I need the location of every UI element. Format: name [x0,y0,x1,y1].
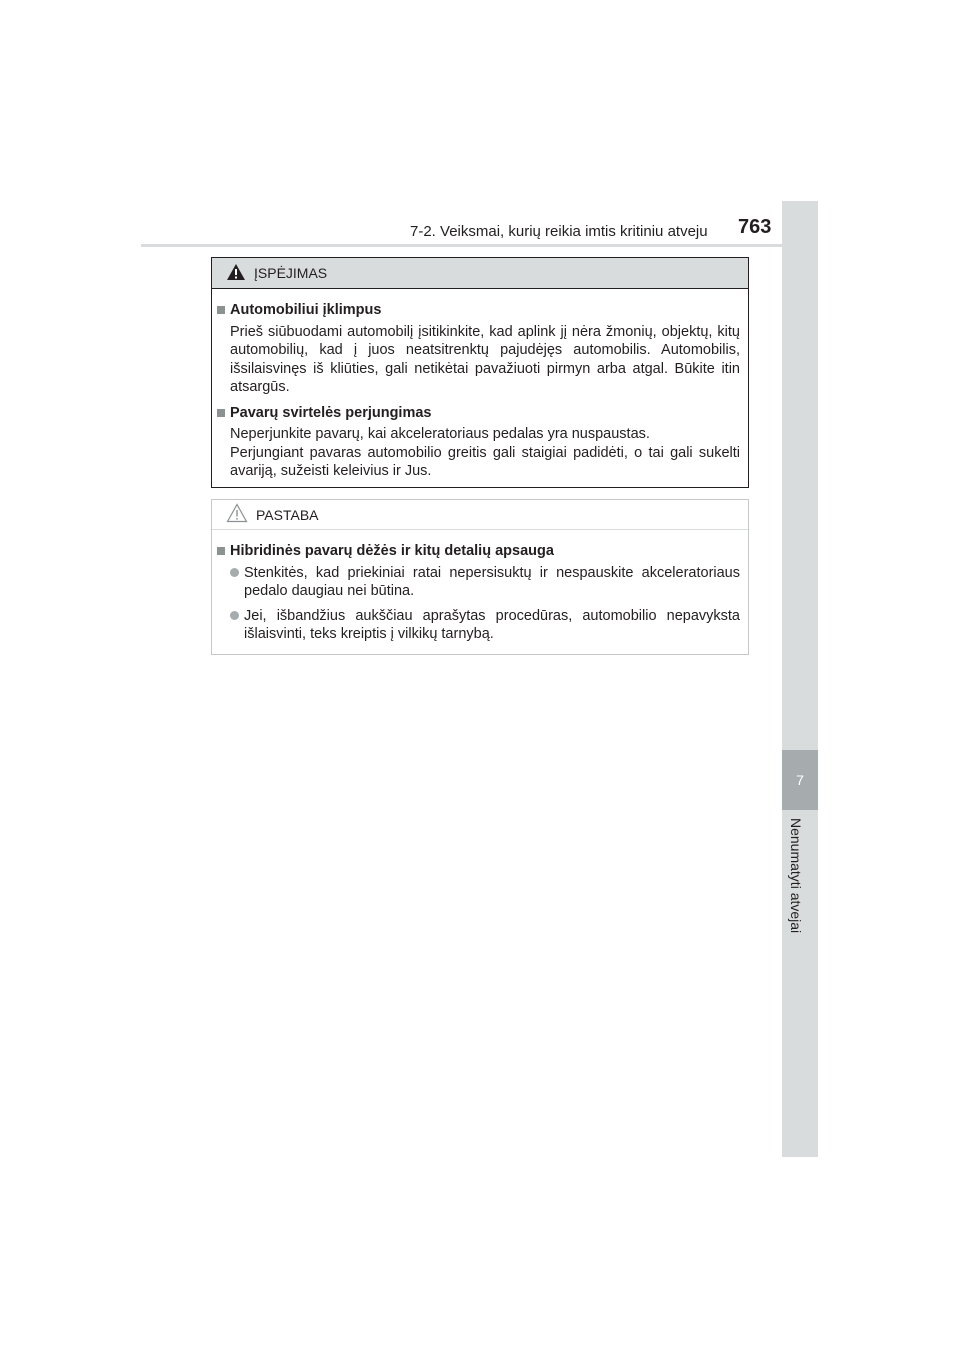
square-bullet-icon [217,409,225,417]
square-bullet-icon [217,547,225,555]
header-rule [141,244,818,247]
note-header [212,500,748,530]
warning-header [212,258,748,289]
list-item: Stenkitės, kad priekiniai ratai nepersisuktų ir nespauskite akceleratoriaus pedalo daugiau nei būtina. [217,564,740,601]
warning-triangle-icon [226,263,254,284]
warning-section-title: Pavarų svirtelės perjungimas [217,404,740,423]
warning-section-title: Automobiliui įklimpus [217,301,740,320]
warning-section-text: Perjungiant pavaras automobilio greitis gali staigiai padidėti, o tai gali sukelti avariją, sužeisti keleivius ir Jus. [230,444,740,479]
warning-label: ĮSPĖJIMAS [254,265,328,281]
warning-section-text: Prieš siūbuodami automobilį įsitikinkite, kad aplink jį nėra žmonių, objektų, kitų automobilių, kad į juos neatsitrenktų pajudėjęs automobilis. Automobilis, išsilaisvinęs iš kliūties, gali netikėtai pavažiuoti pirmyn arba atgal. Būkite itin atsargūs. [230,323,740,395]
notice-triangle-icon [226,503,256,526]
round-bullet-icon [230,611,239,620]
warning-section-text: Neperjunkite pavarų, kai akceleratoriaus pedalas yra nuspaustas. [230,426,650,442]
warning-box [211,257,749,488]
page-number: 763 [738,216,772,238]
note-box [211,499,749,655]
chapter-side-tab [782,201,818,1157]
note-section-title: Hibridinės pavarų dėžės ir kitų detalių apsauga [217,542,740,561]
section-header: 7-2. Veiksmai, kurių reikia imtis kritiniu atveju [410,223,708,240]
note-label: PASTABA [256,506,319,523]
list-item: Jei, išbandžius aukščiau aprašytas procedūras, automobilio nepavyksta išlaisvinti, teks kreiptis į vilkikų tarnybą. [217,607,740,644]
chapter-title: Nenumatyti atvejai [788,818,804,934]
square-bullet-icon [217,306,225,314]
round-bullet-icon [230,568,239,577]
chapter-number: 7 [782,750,818,810]
